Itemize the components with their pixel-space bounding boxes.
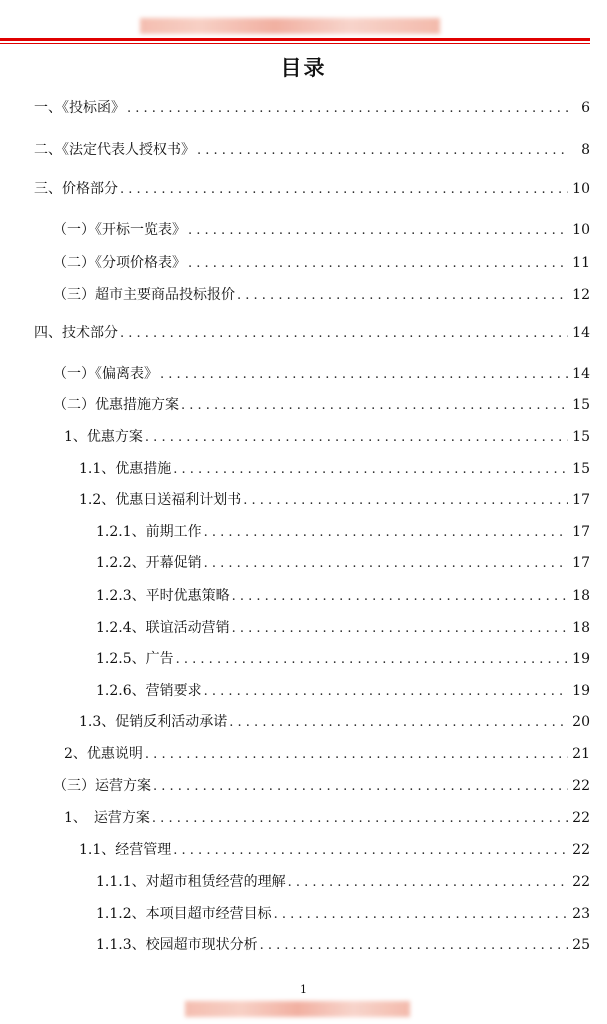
toc-dot-leader bbox=[120, 179, 568, 201]
toc-entry[interactable] bbox=[53, 219, 590, 241]
toc-dot-leader bbox=[243, 490, 568, 512]
toc-entry-page: 22 bbox=[572, 842, 590, 858]
toc-entry-page: 11 bbox=[572, 255, 590, 271]
toc-entry-label: （二）优惠措施方案 bbox=[53, 397, 179, 413]
toc-entry-page: 18 bbox=[572, 620, 590, 636]
toc-dot-leader bbox=[181, 395, 568, 417]
toc-entry-page: 18 bbox=[572, 588, 590, 604]
toc-entry-label: 1.2.1、前期工作 bbox=[96, 524, 202, 540]
toc-entry[interactable] bbox=[79, 711, 590, 733]
toc-dot-leader bbox=[197, 140, 568, 162]
toc-entry-label: （三）超市主要商品投标报价 bbox=[53, 287, 235, 303]
toc-entry[interactable] bbox=[96, 680, 590, 702]
toc-dot-leader bbox=[204, 522, 568, 544]
toc-entry-label: （三）运营方案 bbox=[53, 778, 151, 794]
page-number: 1 bbox=[300, 983, 307, 996]
toc-dot-leader bbox=[145, 427, 568, 449]
toc-dot-leader bbox=[260, 935, 568, 957]
toc-entry-label: 1.1.2、本项目超市经营目标 bbox=[96, 906, 272, 922]
toc-dot-leader bbox=[204, 681, 568, 703]
toc-dot-leader bbox=[120, 323, 568, 345]
toc-entry[interactable] bbox=[96, 871, 590, 893]
toc-entry[interactable] bbox=[53, 284, 590, 306]
toc-entry-page: 25 bbox=[572, 937, 590, 953]
toc-dot-leader bbox=[288, 872, 568, 894]
toc-dot-leader bbox=[152, 808, 568, 830]
toc-entry-label: 1.2.2、开幕促销 bbox=[96, 555, 202, 571]
toc-entry-label: 1.2.4、联谊活动营销 bbox=[96, 620, 230, 636]
toc-dot-leader bbox=[232, 586, 568, 608]
toc-entry-label: （二）《分项价格表》 bbox=[53, 255, 186, 271]
toc-dot-leader bbox=[204, 553, 568, 575]
toc-entry[interactable] bbox=[34, 97, 590, 119]
toc-entry[interactable] bbox=[34, 139, 590, 161]
toc-entry[interactable] bbox=[64, 426, 590, 448]
toc-entry-page: 15 bbox=[572, 429, 590, 445]
toc-dot-leader bbox=[188, 253, 568, 275]
toc-entry[interactable] bbox=[96, 648, 590, 670]
toc-dot-leader bbox=[176, 649, 568, 671]
toc-entry-label: 1.2.5、广告 bbox=[96, 651, 174, 667]
toc-dot-leader bbox=[173, 840, 568, 862]
toc-entry-page: 17 bbox=[572, 555, 590, 571]
page-title: 目录 bbox=[280, 56, 327, 80]
toc-entry[interactable] bbox=[64, 743, 590, 765]
toc-entry-page: 15 bbox=[572, 461, 590, 477]
toc-dot-leader bbox=[237, 285, 568, 307]
toc-entry-page: 17 bbox=[572, 492, 590, 508]
toc-dot-leader bbox=[232, 618, 568, 640]
toc-entry-label: 1.2.3、平时优惠策略 bbox=[96, 588, 230, 604]
toc-entry-page: 22 bbox=[572, 778, 590, 794]
toc-entry-page: 14 bbox=[572, 325, 590, 341]
toc-dot-leader bbox=[160, 364, 568, 386]
toc-entry[interactable] bbox=[96, 585, 590, 607]
toc-entry-label: 四、技术部分 bbox=[34, 325, 118, 341]
toc-entry-label: 1、优惠方案 bbox=[64, 429, 143, 445]
toc-entry[interactable] bbox=[96, 934, 590, 956]
toc-entry-page: 10 bbox=[572, 222, 590, 238]
toc-entry-label: 1.1.1、对超市租赁经营的理解 bbox=[96, 874, 286, 890]
toc-entry[interactable] bbox=[79, 458, 590, 480]
toc-entry-page: 22 bbox=[572, 874, 590, 890]
toc-entry-page: 20 bbox=[572, 714, 590, 730]
toc-entry-label: 二、《法定代表人授权书》 bbox=[34, 142, 195, 158]
toc-dot-leader bbox=[145, 744, 568, 766]
toc-entry-page: 14 bbox=[572, 366, 590, 382]
toc-entry[interactable] bbox=[53, 252, 590, 274]
toc-dot-leader bbox=[229, 712, 568, 734]
toc-entry[interactable] bbox=[96, 552, 590, 574]
toc-entry-label: 1.1、经营管理 bbox=[79, 842, 172, 858]
toc-entry-label: 1.2、优惠日送福利计划书 bbox=[79, 492, 242, 508]
toc-entry-page: 19 bbox=[572, 651, 590, 667]
toc-entry-page: 22 bbox=[572, 810, 590, 826]
toc-entry-page: 8 bbox=[581, 142, 590, 158]
toc-entry-label: 2、优惠说明 bbox=[64, 746, 143, 762]
toc-entry[interactable] bbox=[96, 521, 590, 543]
toc-entry-label: 1.1.3、校园超市现状分析 bbox=[96, 937, 258, 953]
toc-entry-label: （一）《偏离表》 bbox=[53, 366, 158, 382]
toc-entry[interactable] bbox=[53, 394, 590, 416]
toc-entry[interactable] bbox=[64, 807, 590, 829]
toc-entry-label: （一）《开标一览表》 bbox=[53, 222, 186, 238]
toc-entry-label: 三、价格部分 bbox=[34, 181, 118, 197]
toc-entry-label: 一、《投标函》 bbox=[34, 100, 125, 116]
toc-entry[interactable] bbox=[53, 775, 590, 797]
toc-entry[interactable] bbox=[96, 903, 590, 925]
toc-dot-leader bbox=[173, 459, 568, 481]
toc-dot-leader bbox=[153, 776, 568, 798]
toc-entry-page: 12 bbox=[572, 287, 590, 303]
toc-entry-page: 15 bbox=[572, 397, 590, 413]
toc-entry-label: 1.1、优惠措施 bbox=[79, 461, 172, 477]
toc-entry-label: 1.2.6、营销要求 bbox=[96, 683, 202, 699]
toc-dot-leader bbox=[188, 220, 568, 242]
toc-entry[interactable] bbox=[79, 489, 590, 511]
toc-entry-page: 23 bbox=[572, 906, 590, 922]
toc-entry-page: 10 bbox=[572, 181, 590, 197]
toc-entry-page: 17 bbox=[572, 524, 590, 540]
toc-entry[interactable] bbox=[96, 617, 590, 639]
toc-entry-page: 19 bbox=[572, 683, 590, 699]
toc-entry[interactable] bbox=[34, 322, 590, 344]
footer-redacted-banner bbox=[185, 1001, 410, 1017]
toc-dot-leader bbox=[274, 904, 568, 926]
toc-entry[interactable] bbox=[53, 363, 590, 385]
toc-entry-label: 1、 运营方案 bbox=[64, 810, 150, 826]
toc-entry-page: 6 bbox=[581, 100, 590, 116]
toc-entry-label: 1.3、促销反利活动承诺 bbox=[79, 714, 228, 730]
toc-dot-leader bbox=[127, 98, 568, 120]
toc-entry[interactable] bbox=[34, 178, 590, 200]
toc-entry-page: 21 bbox=[572, 746, 590, 762]
toc-entry[interactable] bbox=[79, 839, 590, 861]
